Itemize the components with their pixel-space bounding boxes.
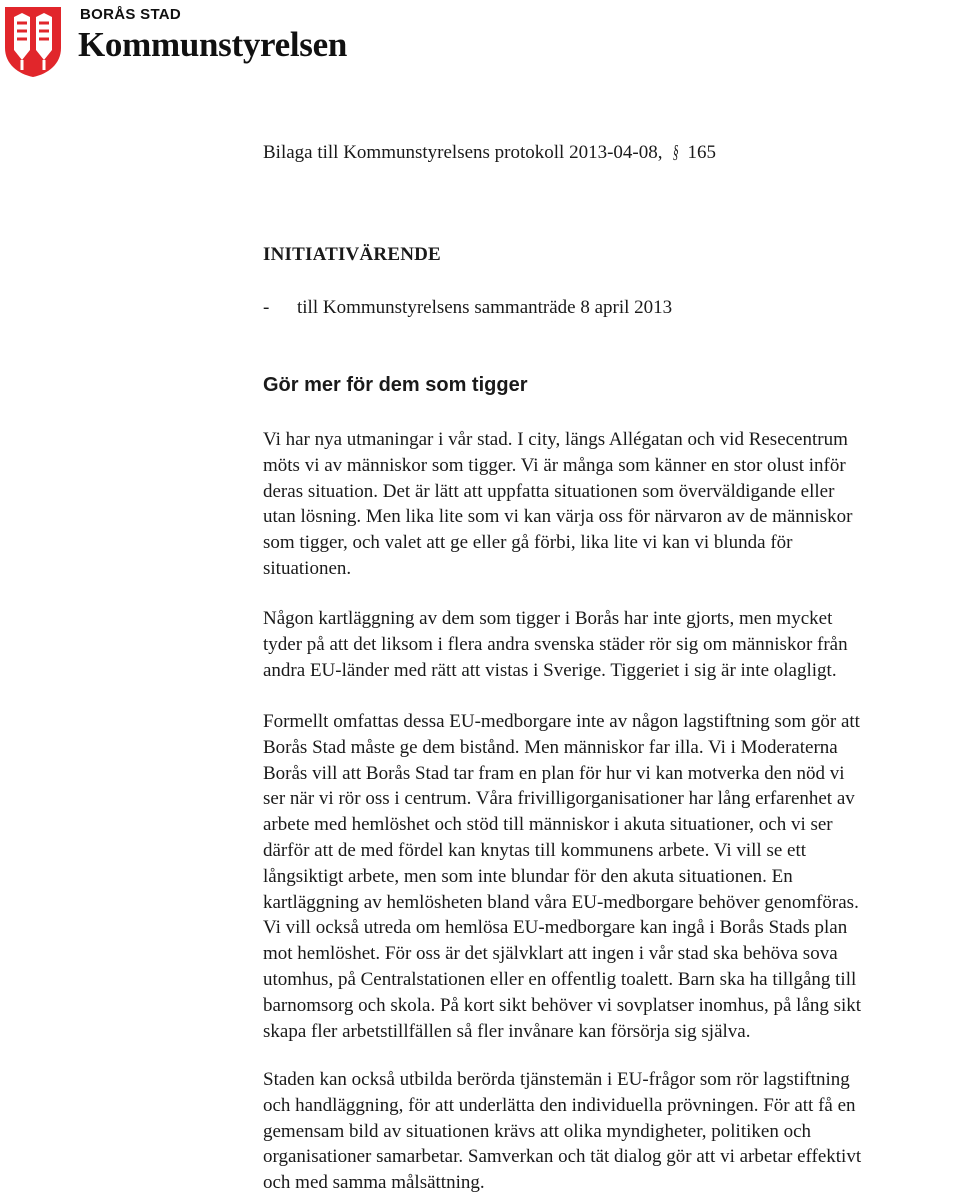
text-line: Vi har nya utmaningar i vår stad. I city, längs Allégatan och vid Resecentrum	[263, 429, 848, 450]
text-line: deras situation. Det är lätt att uppfatta situationen som överväldigande eller	[263, 480, 835, 502]
text-line: situationen.	[263, 557, 352, 579]
text-line: Någon kartläggning av dem som tigger i Borås har inte gjorts, men mycket	[263, 608, 833, 629]
text-line: Staden kan också utbilda berörda tjänstemän i EU-frågor som rör lagstiftning	[263, 1069, 850, 1090]
appendix-line	[263, 142, 716, 164]
meeting-text: till Kommunstyrelsens sammanträde 8 april 2013	[297, 297, 673, 318]
section-mark: §	[673, 142, 679, 163]
city-shield-icon	[2, 4, 64, 78]
text-line: utomhus, på Centralstationen eller en offentlig toalett. Barn ska ha tillgång till	[263, 968, 857, 990]
paragraph	[263, 1067, 960, 1196]
meeting-line	[263, 297, 673, 319]
appendix-text: Bilaga till Kommunstyrelsens protokoll 2013-04-08,	[263, 142, 663, 163]
text-line: kartläggning av hemlösheten bland våra EU-medborgare behöver genomföras.	[263, 891, 859, 913]
paragraph	[263, 427, 943, 582]
city-name: BORÅS STAD	[80, 6, 182, 23]
text-line: och med samma målsättning.	[263, 1172, 485, 1194]
text-line: Borås Stad måste ge dem bistånd. Men människor far illa. Vi i Moderaterna	[263, 736, 838, 758]
text-line: arbete med hemlöshet och stöd till människor i akuta situationer, och vi ser	[263, 814, 833, 836]
document-type: INITIATIVÄRENDE	[263, 244, 441, 265]
text-line: möts vi av människor som tigger. Vi är många som känner en stor olust inför	[263, 454, 846, 476]
header-logo	[0, 0, 348, 82]
text-line: långsiktigt arbete, men som inte blundar för den akuta situationen. En	[263, 865, 793, 887]
text-line: Vi vill också utreda om hemlösa EU-medborgare kan ingå i Borås Stads plan	[263, 917, 848, 939]
text-line: som tigger, och valet att ge eller gå förbi, lika lite vi kan vi blunda för	[263, 532, 793, 554]
text-line: barnomsorg och skola. På kort sikt behöver vi sovplatser inomhus, på lång sikt	[263, 994, 862, 1016]
text-line: andra EU-länder med rätt att vistas i Sverige. Tiggeriet i sig är inte olagligt.	[263, 659, 837, 681]
department-name: Kommunstyrelsen	[78, 25, 348, 64]
text-line: Borås vill att Borås Stad tar fram en plan för hur vi kan motverka den nöd vi	[263, 762, 845, 784]
text-line: därför att de med fördel kan knytas till kommunens arbete. Vi vill se ett	[263, 839, 807, 861]
list-dash: -	[263, 297, 270, 318]
text-line: ser när vi rör oss i centrum. Våra frivilligorganisationer har lång erfarenhet av	[263, 788, 855, 810]
paragraph	[263, 606, 957, 683]
text-line: skapa fler arbetstillfällen så fler invånare kan försörja sig själva.	[263, 1020, 751, 1042]
text-line: mot hemlöshet. För oss är det självklart att ingen i vår stad ska behöva sova	[263, 943, 838, 965]
text-line: organisationer samarbetar. Samverkan och tät dialog gör att vi arbetar effektivt	[263, 1146, 862, 1168]
text-line: och handläggning, för att underlätta den individuella prövningen. För att få en	[263, 1094, 856, 1116]
text-line: Formellt omfattas dessa EU-medborgare inte av någon lagstiftning som gör att	[263, 711, 860, 732]
paragraph	[263, 709, 960, 1044]
protocol-number: 165	[687, 142, 716, 163]
text-line: utan lösning. Men lika lite som vi kan värja oss för närvaron av de människor	[263, 506, 853, 528]
document-title: Gör mer för dem som tigger	[263, 374, 528, 396]
text-line: gemensam bild av situationen krävs att olika myndigheter, politiken och	[263, 1120, 812, 1142]
text-line: tyder på att det liksom i flera andra svenska städer rör sig om människor från	[263, 633, 848, 655]
